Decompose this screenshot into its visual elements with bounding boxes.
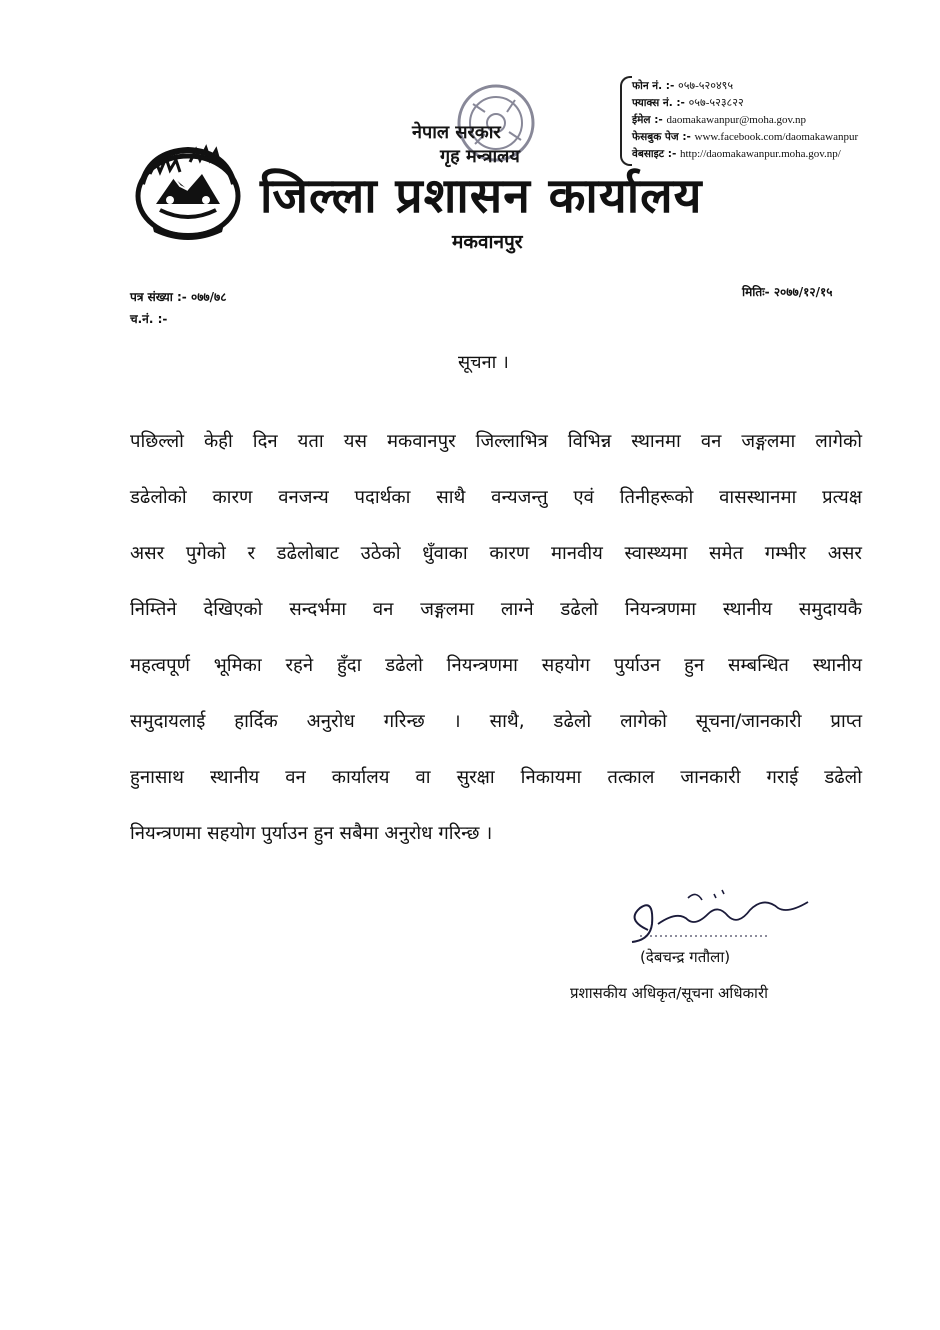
contact-bracket [620, 76, 632, 166]
notice-line: पछिल्लो केही दिन यता यस मकवानपुर जिल्लाभित्र विभिन्न स्थानमा वन जङ्गलमा लागेको [130, 431, 862, 452]
office-location: मकवानपुर [452, 231, 523, 253]
contact-facebook [632, 129, 858, 146]
contact-info [632, 78, 858, 163]
contact-email-value: daomakawanpur@moha.gov.np [666, 114, 806, 126]
notice-heading: सूचना । [458, 352, 509, 373]
dispatch-number: च.नं. :- [130, 312, 168, 326]
ministry-name: गृह मन्त्रालय [440, 146, 520, 167]
letter-date: मितिः- २०७७/१२/१५ [742, 285, 833, 299]
notice-line: निम्तिने देखिएको सन्दर्भमा वन जङ्गलमा लाग्ने डढेलो नियन्त्रणमा स्थानीय समुदायकै [130, 599, 862, 620]
reference-number: पत्र संख्या :- ०७७/७८ [130, 290, 227, 304]
notice-line: डढेलोको कारण वनजन्य पदार्थका साथै वन्यजन्तु एवं तिनीहरूको वासस्थानमा प्रत्यक्ष [130, 487, 862, 508]
notice-line: हुनासाथ स्थानीय वन कार्यालय वा सुरक्षा निकायमा तत्काल जानकारी गराई डढेलो [130, 767, 862, 788]
signatory-title: प्रशासकीय अधिकृत/सूचना अधिकारी [570, 984, 768, 1002]
contact-facebook-label: फेसबुक पेज :- [632, 131, 691, 143]
notice-body [130, 424, 862, 872]
contact-email-label: ईमेल :- [632, 114, 663, 126]
notice-line: महत्वपूर्ण भूमिका रहने हुँदा डढेलो नियन्त्रणमा सहयोग पुर्याउन हुन सम्बन्धित स्थानीय [130, 655, 862, 676]
signature-icon [618, 880, 818, 950]
contact-website-label: वेबसाइट :- [632, 148, 677, 160]
notice-line: समुदायलाई हार्दिक अनुरोध गरिन्छ । साथै, डढेलो लागेको सूचना/जानकारी प्राप्त [130, 711, 862, 732]
nepal-emblem-icon [130, 144, 246, 244]
notice-line: नियन्त्रणमा सहयोग पुर्याउन हुन सबैमा अनुरोध गरिन्छ । [130, 823, 493, 844]
contact-email [632, 112, 858, 129]
government-name: नेपाल सरकार [412, 122, 501, 143]
contact-phone [632, 78, 858, 95]
notice-line: असर पुगेको र डढेलोबाट उठेको धुँवाका कारण मानवीय स्वास्थ्यमा समेत गम्भीर असर [130, 543, 862, 564]
contact-website-value: http://daomakawanpur.moha.gov.np/ [679, 148, 841, 160]
contact-facebook-value: www.facebook.com/daomakawanpur [694, 131, 859, 143]
contact-fax-value: ०५७-५२३८२२ [688, 97, 744, 109]
office-title: जिल्ला प्रशासन कार्यालय [260, 168, 703, 224]
contact-fax-label: फ्याक्स नं. :- [632, 97, 685, 109]
contact-phone-value: ०५७-५२०४९५ [677, 80, 734, 92]
signatory-name: (देबचन्द्र गतौला) [640, 948, 731, 966]
contact-fax [632, 95, 858, 112]
contact-phone-label: फोन नं. :- [632, 80, 675, 92]
contact-website [632, 146, 858, 163]
